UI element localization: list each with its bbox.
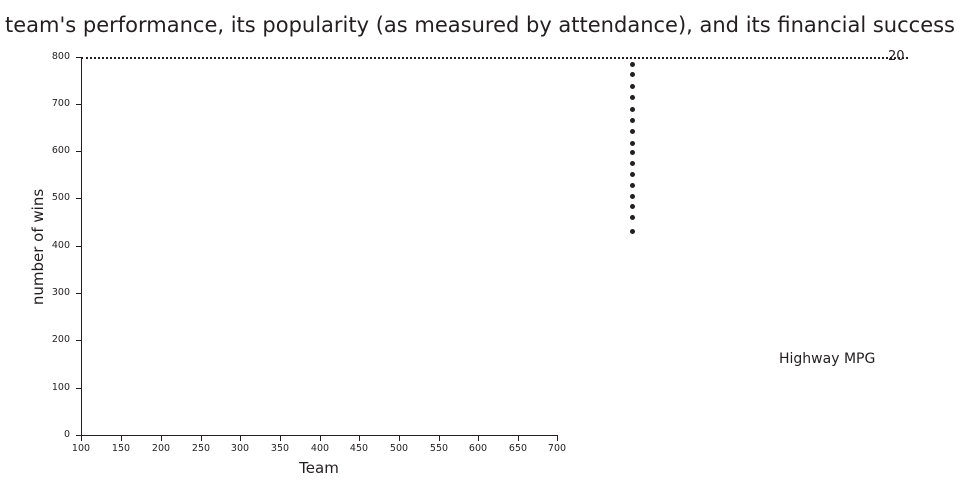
scatter-point: [630, 161, 635, 166]
x-tick-label: 150: [111, 443, 131, 454]
chart-title: team's performance, its popularity (as measured by attendance), and its financial success: [5, 13, 955, 37]
y-axis-line: [81, 57, 82, 436]
scatter-point: [630, 95, 635, 100]
x-tick-label: 200: [151, 443, 171, 454]
x-tick-mark: [478, 436, 479, 441]
y-tick-mark: [76, 104, 81, 105]
x-tick-label: 100: [71, 443, 91, 454]
x-tick-mark: [81, 436, 82, 441]
y-tick-label: 300: [51, 287, 70, 298]
plot-area: [81, 57, 557, 435]
scatter-point: [630, 118, 635, 123]
y-tick-mark: [76, 151, 81, 152]
scatter-point: [630, 229, 635, 234]
y-tick-label: 200: [51, 334, 70, 345]
y-tick-label: 800: [51, 51, 70, 62]
x-tick-mark: [557, 436, 558, 441]
x-tick-label: 650: [508, 443, 528, 454]
x-tick-label: 600: [468, 443, 488, 454]
x-tick-label: 450: [349, 443, 369, 454]
y-tick-mark: [76, 388, 81, 389]
scatter-point: [630, 141, 635, 146]
y-tick-label: 600: [51, 145, 70, 156]
scatter-point: [630, 204, 635, 209]
x-tick-label: 550: [429, 443, 449, 454]
x-tick-mark: [161, 436, 162, 441]
scatter-point: [630, 194, 635, 199]
x-tick-mark: [320, 436, 321, 441]
y-tick-label: 400: [51, 240, 70, 251]
x-tick-label: 500: [389, 443, 409, 454]
y-tick-mark: [76, 293, 81, 294]
series-annotation-label: Highway MPG: [779, 351, 876, 367]
y-tick-label: 700: [51, 98, 70, 109]
scatter-point: [630, 129, 635, 134]
y-tick-label: 500: [51, 192, 70, 203]
x-tick-mark: [240, 436, 241, 441]
scatter-point: [630, 107, 635, 112]
y-tick-mark: [76, 198, 81, 199]
x-tick-label: 300: [230, 443, 250, 454]
y-tick-mark: [76, 340, 81, 341]
scatter-point: [630, 172, 635, 177]
x-tick-label: 700: [547, 443, 567, 454]
x-tick-label: 400: [310, 443, 330, 454]
x-axis-label: Team: [299, 459, 339, 477]
x-tick-mark: [121, 436, 122, 441]
x-tick-mark: [201, 436, 202, 441]
scatter-point: [630, 183, 635, 188]
scatter-point: [630, 215, 635, 220]
x-tick-mark: [518, 436, 519, 441]
x-tick-mark: [359, 436, 360, 441]
x-tick-label: 250: [191, 443, 211, 454]
y-tick-label: 0: [63, 429, 70, 440]
scatter-point: [630, 150, 635, 155]
y-tick-label: 100: [51, 382, 70, 393]
x-tick-mark: [399, 436, 400, 441]
scatter-point: [630, 84, 635, 89]
x-tick-mark: [280, 436, 281, 441]
y-tick-mark: [76, 246, 81, 247]
scatter-point: [630, 62, 635, 67]
reference-line-label: 20: [888, 49, 905, 64]
scatter-point: [630, 72, 635, 77]
x-tick-mark: [439, 436, 440, 441]
y-axis-label: number of wins: [29, 188, 47, 306]
reference-line: [81, 57, 908, 59]
x-tick-label: 350: [270, 443, 290, 454]
